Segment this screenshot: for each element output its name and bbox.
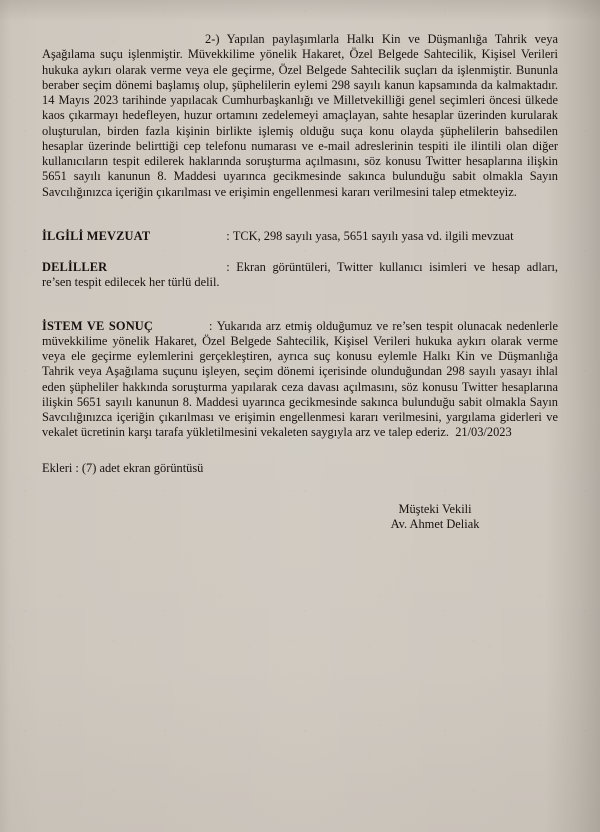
signature-block bbox=[42, 502, 558, 533]
section-deliller-separator: : bbox=[226, 260, 230, 274]
signature-name: Av. Ahmet Deliak bbox=[390, 517, 480, 532]
attachments-line bbox=[42, 461, 558, 476]
section-ilgili-mevzuat bbox=[42, 229, 558, 244]
paragraph-item-2 bbox=[42, 32, 558, 200]
section-istem-ve-sonuc-text: Yukarıda arz etmiş olduğumuz ve re’sen tespit olunacak nedenlerle müvekkilime yönelik Hakaret, Özel Belgede Sahtecilik, Kişisel Verileri hukuka aykırı olarak verme veya ele geçirme eylemlerini gerçekleştiren, ayrıca suç konusu eylemle Halkı Kin ve Düşmanlığa Tahrik veya Aşağılama suçunu işleyen, seçim dönemi içerisinde olunduğundan 298 sayılı yasayı ihlal eden şüpheliler hakkında soruşturma yapılarak ceza davası açılmasını, söz konusu Twitter hesaplarına ilişkin 5651 sayılı kanunun 8. Maddesi uyarınca gecikmesinde sakınca bulunduğu sabit olmakla Sayın Savcılığınızca içeriğin çıkarılması ve erişimin engellenmesi kararı verilmesini, yargılama giderleri ve vekalet ücretinin karşı tarafa yükletilmesini vekaleten saygıyla arz ve talep ederiz. bbox=[42, 318, 558, 440]
section-istem-ve-sonuc-separator: : bbox=[209, 318, 213, 333]
signature-role: Müşteki Vekili bbox=[398, 501, 472, 516]
section-ilgili-mevzuat-label: İLGİLİ MEVZUAT bbox=[42, 228, 151, 243]
section-deliller-label: DELİLLER bbox=[42, 260, 108, 274]
section-deliller-text: Ekran görüntüleri, Twitter kullanıcı isimleri ve hesap adları, re’sen tespit edilecek her türlü delil. bbox=[42, 260, 558, 290]
section-ilgili-mevzuat-separator: : bbox=[226, 228, 230, 243]
document-body bbox=[42, 0, 558, 832]
section-istem-ve-sonuc bbox=[42, 319, 558, 441]
paragraph-item-2-text: 2-) Yapılan paylaşımlarla Halkı Kin ve Düşmanlığa Tahrik veya Aşağılama suçu işlenmiştir. Müvekkilime yönelik Hakaret, Özel Belgede Sahtecilik, Kişisel Verileri hukuka aykırı olarak verme veya ele geçirme, Özel Belgede Sahtecilik suçları da işlenmiştir. Bununla beraber seçim dönemi başlamış olup, şüphelilerin eylemi 298 sayılı kanun kapsamında da kalmaktadır. 14 Mayıs 2023 tarihinde yapılacak Cumhurbaşkanlığı ve Milletvekilliği genel seçimleri öncesi ülkede kaos çıkarmayı hedefleyen, huzur ortamını zedelemeyi amaçlayan, sahte hesaplar üzerinden kurularak oluşturulan, birden fazla kişinin birlikte işlemiş olduğu suça konu olayda şüphelilerin bahsedilen hesaplar üzerinde belirttiği cep telefonu numarası ve e-mail adreslerinin tespiti ile ilintili olan diğer kullanıcıların tespit edilerek haklarında soruşturma açılmasını, söz konusu Twitter hesaplarına ilişkin 5651 sayılı kanunun 8. Maddesi uyarınca gecikmesinde sakınca bulunduğu sabit olmakla Sayın Savcılığınızca içeriğin çıkarılması ve erişimin engellenmesi kararı verilmesini talep etmekteyiz. bbox=[42, 32, 558, 199]
petition-date: 21/03/2023 bbox=[455, 425, 512, 440]
section-deliller bbox=[42, 260, 558, 291]
attachments-text: Ekleri : (7) adet ekran görüntüsü bbox=[42, 460, 204, 475]
section-istem-ve-sonuc-label: İSTEM VE SONUÇ bbox=[42, 318, 153, 333]
section-ilgili-mevzuat-text: TCK, 298 sayılı yasa, 5651 sayılı yasa vd. ilgili mevzuat bbox=[232, 228, 514, 243]
